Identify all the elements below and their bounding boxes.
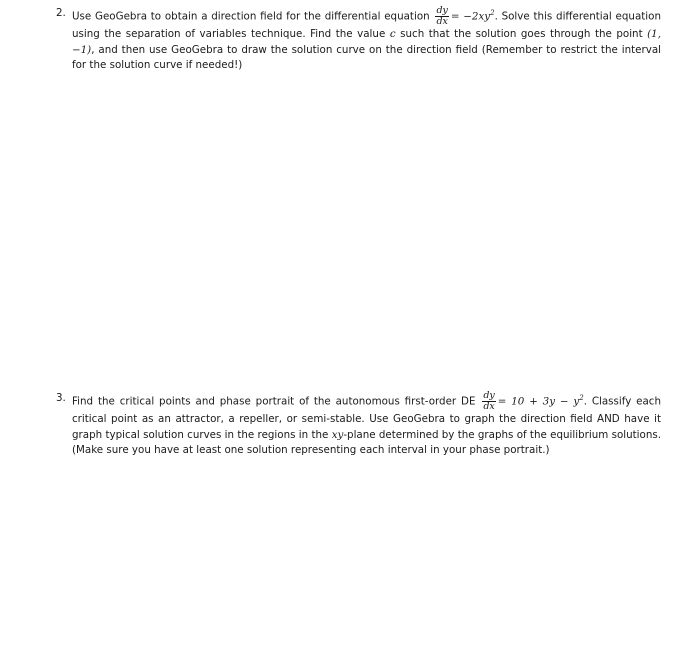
problem-2-intro: Use GeoGebra to obtain a direction field for the differential equation [72, 10, 430, 23]
problem-2-body3: , and then use GeoGebra to draw the solution curve on the direction field (Remember to restrict the interval for the solution curve if needed!) [72, 43, 661, 72]
problem-3-body: . Classify each critical point as an attractor, a repeller, or semi-stable. Use GeoGebra to graph the direction field AND have it graph typical solution curves in the regions in the [72, 395, 661, 441]
problem-3-rhs-exp: 2 [579, 394, 584, 403]
problem-2-rhs-exp: 2 [490, 9, 495, 18]
problem-2-deriv-den: dx [436, 16, 448, 27]
problem-3-deriv-num: dy [483, 390, 495, 401]
problem-3-text [72, 391, 661, 459]
problem-2-rhs: = −2xy [450, 10, 491, 23]
problem-3-intro: Find the critical points and phase portrait of the autonomous first-order DE [72, 395, 476, 408]
problem-2-number: 2. [56, 7, 66, 19]
problem-2 [56, 6, 661, 74]
problem-3-plane: xy [331, 428, 344, 441]
problem-2-point: (1, −1) [72, 28, 661, 56]
problem-2-constant: c [389, 28, 396, 40]
problem-3-derivative [482, 391, 495, 412]
problem-3-body2: -plane determined by the graphs of the equilibrium solutions. (Make sure you have at least one solution representing each interval in your phase portrait.) [72, 428, 661, 457]
problem-2-text [72, 6, 661, 74]
problem-3-number: 3. [56, 392, 66, 404]
problem-2-body: . Solve this differential equation using the separation of variables technique. Find the value [72, 10, 661, 40]
problem-3 [56, 391, 661, 459]
problem-2-deriv-num: dy [436, 5, 448, 16]
problem-3-deriv-den: dx [483, 401, 495, 412]
problem-3-rhs: = 10 + 3y − y [497, 395, 580, 408]
problem-2-body2: such that the solution goes through the point [400, 28, 643, 40]
problem-2-derivative [435, 6, 448, 27]
